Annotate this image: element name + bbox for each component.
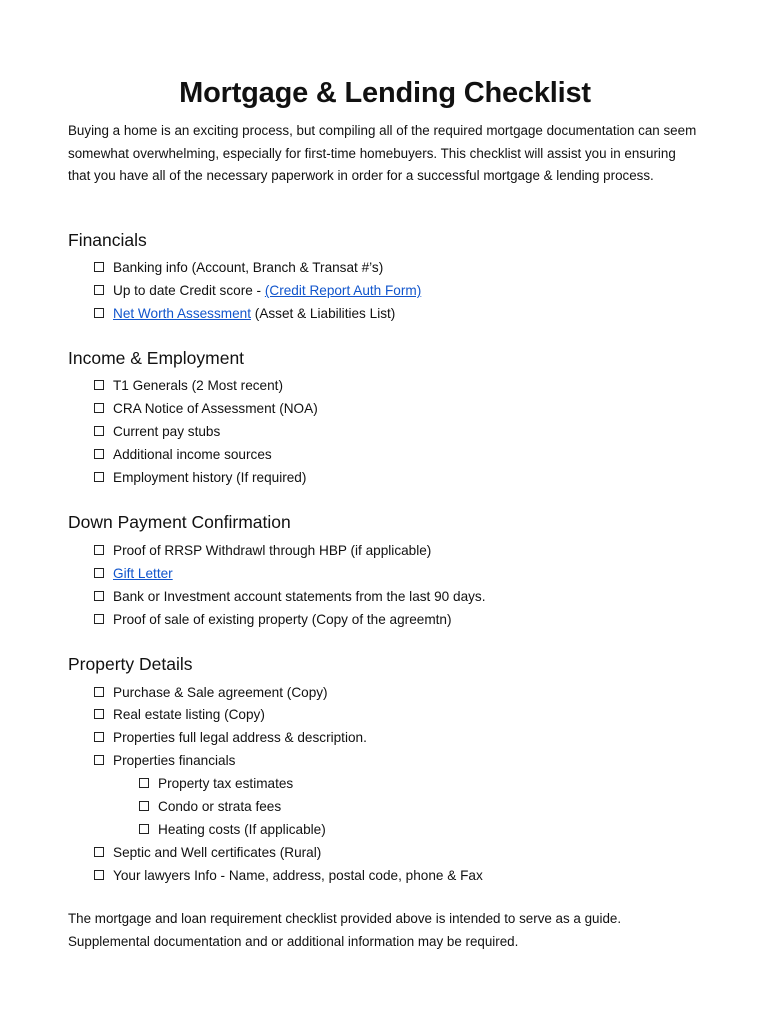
item-label: Bank or Investment account statements from the last 90 days. bbox=[113, 589, 486, 604]
item-label: Employment history (If required) bbox=[113, 470, 307, 485]
checkbox[interactable] bbox=[94, 380, 104, 390]
item-label: T1 Generals (2 Most recent) bbox=[113, 378, 283, 393]
checklist-item-net-worth bbox=[113, 304, 395, 324]
checklist-item bbox=[113, 728, 367, 748]
item-label: (Asset & Liabilities List) bbox=[251, 306, 396, 321]
checklist-item bbox=[113, 422, 220, 442]
gift-letter-link[interactable]: Gift Letter bbox=[113, 566, 173, 581]
checklist-item-gift-letter bbox=[113, 564, 173, 584]
checklist-item bbox=[113, 445, 272, 465]
checkbox[interactable] bbox=[94, 472, 104, 482]
checkbox[interactable] bbox=[94, 262, 104, 272]
item-label: Banking info (Account, Branch & Transat #’s) bbox=[113, 260, 384, 275]
checklist-item bbox=[113, 541, 431, 561]
closing-line: The mortgage and loan requirement checklist provided above is intended to serve as a guide. bbox=[68, 911, 622, 926]
item-label: Purchase & Sale agreement (Copy) bbox=[113, 685, 328, 700]
section-heading-down-payment: Down Payment Confirmation bbox=[68, 512, 291, 532]
section-heading-property: Property Details bbox=[68, 654, 193, 674]
checklist-item-banking-info bbox=[113, 258, 383, 278]
closing-paragraph bbox=[68, 908, 708, 953]
checklist-item bbox=[113, 376, 283, 396]
item-label: Proof of sale of existing property (Copy of the agreemtn) bbox=[113, 612, 452, 627]
credit-report-auth-form-link[interactable]: (Credit Report Auth Form) bbox=[264, 283, 422, 298]
checkbox[interactable] bbox=[94, 426, 104, 436]
checklist-item bbox=[113, 705, 265, 725]
checklist-subitem bbox=[158, 774, 293, 794]
checkbox[interactable] bbox=[94, 285, 104, 295]
checklist-item bbox=[113, 468, 306, 488]
checkbox[interactable] bbox=[94, 308, 104, 318]
checkbox[interactable] bbox=[94, 614, 104, 624]
checkbox[interactable] bbox=[94, 732, 104, 742]
intro-paragraph: Buying a home is an exciting process, but compiling all of the required mortgage documentation can seem somewhat overwhelming, especially for first-time homebuyers. This checklist will assist you in ensuring that you have all of the necessary paperwork in order for a successful mortgage & lending process. bbox=[68, 123, 697, 183]
closing-line: Supplemental documentation and or additional information may be required. bbox=[68, 933, 519, 949]
checklist-subitem bbox=[158, 797, 281, 817]
item-label: Your lawyers Info - Name, address, postal code, phone & Fax bbox=[113, 868, 483, 883]
item-label: CRA Notice of Assessment (NOA) bbox=[113, 401, 318, 416]
item-label: Additional income sources bbox=[113, 447, 272, 462]
item-label: Real estate listing (Copy) bbox=[113, 707, 265, 722]
checkbox[interactable] bbox=[94, 870, 104, 880]
net-worth-assessment-link[interactable]: Net Worth Assessment bbox=[113, 306, 252, 321]
checkbox[interactable] bbox=[94, 709, 104, 719]
checkbox[interactable] bbox=[94, 847, 104, 857]
checklist-item-credit-score bbox=[113, 281, 421, 301]
checklist-item bbox=[113, 399, 318, 419]
item-label: Heating costs (If applicable) bbox=[158, 822, 326, 837]
checkbox[interactable] bbox=[94, 568, 104, 578]
section-heading-financials: Financials bbox=[68, 230, 147, 250]
checkbox[interactable] bbox=[94, 545, 104, 555]
item-label: Property tax estimates bbox=[158, 776, 294, 791]
checklist-item bbox=[113, 751, 235, 771]
item-label: Properties full legal address & description. bbox=[113, 730, 367, 745]
checklist-subitem bbox=[158, 820, 326, 840]
checkbox[interactable] bbox=[94, 403, 104, 413]
checkbox[interactable] bbox=[94, 755, 104, 765]
item-label: Proof of RRSP Withdrawl through HBP (if applicable) bbox=[113, 543, 432, 558]
item-label: Current pay stubs bbox=[113, 424, 221, 439]
page-title: Mortgage & Lending Checklist bbox=[179, 77, 591, 109]
checklist-item bbox=[113, 866, 483, 886]
checklist-item bbox=[113, 683, 328, 703]
checkbox[interactable] bbox=[94, 449, 104, 459]
item-label: Up to date Credit score - bbox=[113, 283, 265, 298]
section-heading-income: Income & Employment bbox=[68, 348, 245, 368]
item-label: Condo or strata fees bbox=[158, 799, 282, 814]
checklist-item bbox=[113, 610, 452, 630]
item-label: Properties financials bbox=[113, 753, 236, 768]
checkbox[interactable] bbox=[139, 824, 149, 834]
checklist-item bbox=[113, 587, 486, 607]
checkbox[interactable] bbox=[94, 687, 104, 697]
checkbox[interactable] bbox=[139, 778, 149, 788]
checklist-item bbox=[113, 843, 321, 863]
checkbox[interactable] bbox=[139, 801, 149, 811]
checkbox[interactable] bbox=[94, 591, 104, 601]
item-label: Septic and Well certificates (Rural) bbox=[113, 845, 322, 860]
